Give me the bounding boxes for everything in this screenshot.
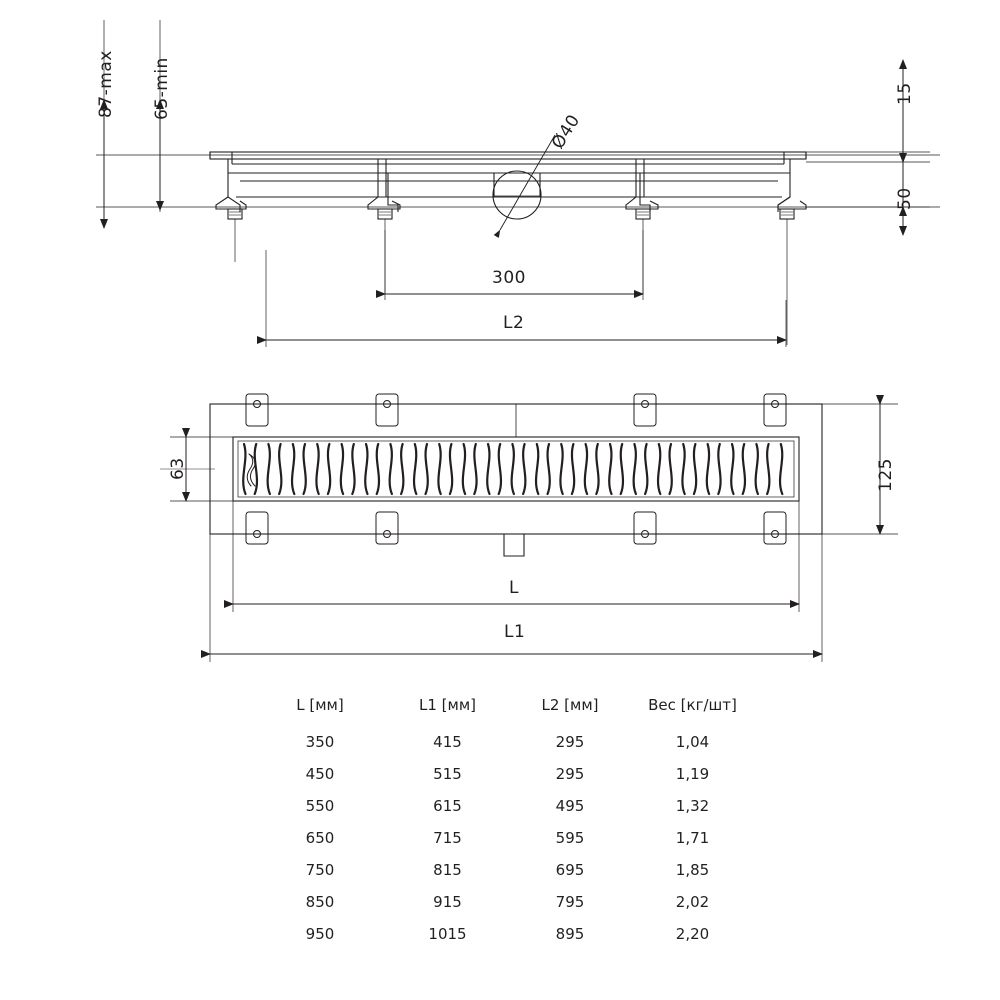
column-header-l1: L1 [мм] — [418, 696, 476, 714]
table-cell-3: 2,02 — [675, 893, 710, 911]
table-cell-3: 2,20 — [675, 925, 710, 943]
dim-flange-thickness: 15 — [895, 82, 915, 105]
table-cell-1: 1015 — [428, 925, 467, 943]
table-row — [255, 758, 755, 790]
table-cell-2: 695 — [555, 861, 585, 879]
table-row — [255, 886, 755, 918]
table-cell-1: 515 — [433, 765, 462, 783]
specification-table — [255, 692, 755, 950]
dim-outlet-offset: 300 — [492, 268, 526, 288]
table-cell-2: 495 — [555, 797, 585, 815]
table-cell-0: 850 — [305, 893, 335, 911]
table-cell-2: 295 — [555, 733, 585, 751]
table-header-row — [255, 692, 755, 726]
dim-height-max: 87-max — [96, 50, 116, 118]
table-row — [255, 726, 755, 758]
table-cell-1: 915 — [433, 893, 462, 911]
table-cell-3: 1,85 — [675, 861, 710, 879]
table-cell-3: 1,19 — [675, 765, 710, 783]
table-cell-0: 650 — [305, 829, 335, 847]
table-row — [255, 790, 755, 822]
dim-height-min: 65-min — [152, 57, 172, 120]
table-cell-0: 350 — [305, 733, 335, 751]
dim-length-l1: L1 — [504, 622, 526, 642]
table-cell-0: 950 — [305, 925, 335, 943]
column-header-l2: L2 [мм] — [541, 696, 599, 714]
table-cell-0: 550 — [305, 797, 335, 815]
dim-length-l2: L2 — [503, 313, 525, 333]
table-cell-3: 1,71 — [675, 829, 710, 847]
table-cell-2: 895 — [555, 925, 585, 943]
table-cell-3: 1,32 — [675, 797, 710, 815]
table-cell-3: 1,04 — [675, 733, 710, 751]
table-cell-1: 815 — [433, 861, 462, 879]
table-cell-2: 595 — [555, 829, 585, 847]
table-cell-1: 615 — [433, 797, 462, 815]
dim-grate-width: 63 — [168, 457, 188, 480]
table-row — [255, 854, 755, 886]
table-row — [255, 822, 755, 854]
table-cell-1: 715 — [433, 829, 462, 847]
table-cell-0: 750 — [305, 861, 335, 879]
table-row — [255, 918, 755, 950]
grate-pattern — [243, 444, 782, 494]
dim-outlet-diameter: Ø40 — [548, 111, 585, 153]
table-cell-2: 295 — [555, 765, 585, 783]
column-header-l: L [мм] — [296, 696, 344, 714]
dim-body-height: 50 — [895, 187, 915, 210]
table-cell-1: 415 — [433, 733, 462, 751]
dim-body-width: 125 — [876, 458, 896, 492]
column-header-weight: Вес [кг/шт] — [648, 696, 737, 714]
table-cell-0: 450 — [305, 765, 335, 783]
dim-length-l: L — [509, 578, 519, 598]
table-cell-2: 795 — [555, 893, 585, 911]
